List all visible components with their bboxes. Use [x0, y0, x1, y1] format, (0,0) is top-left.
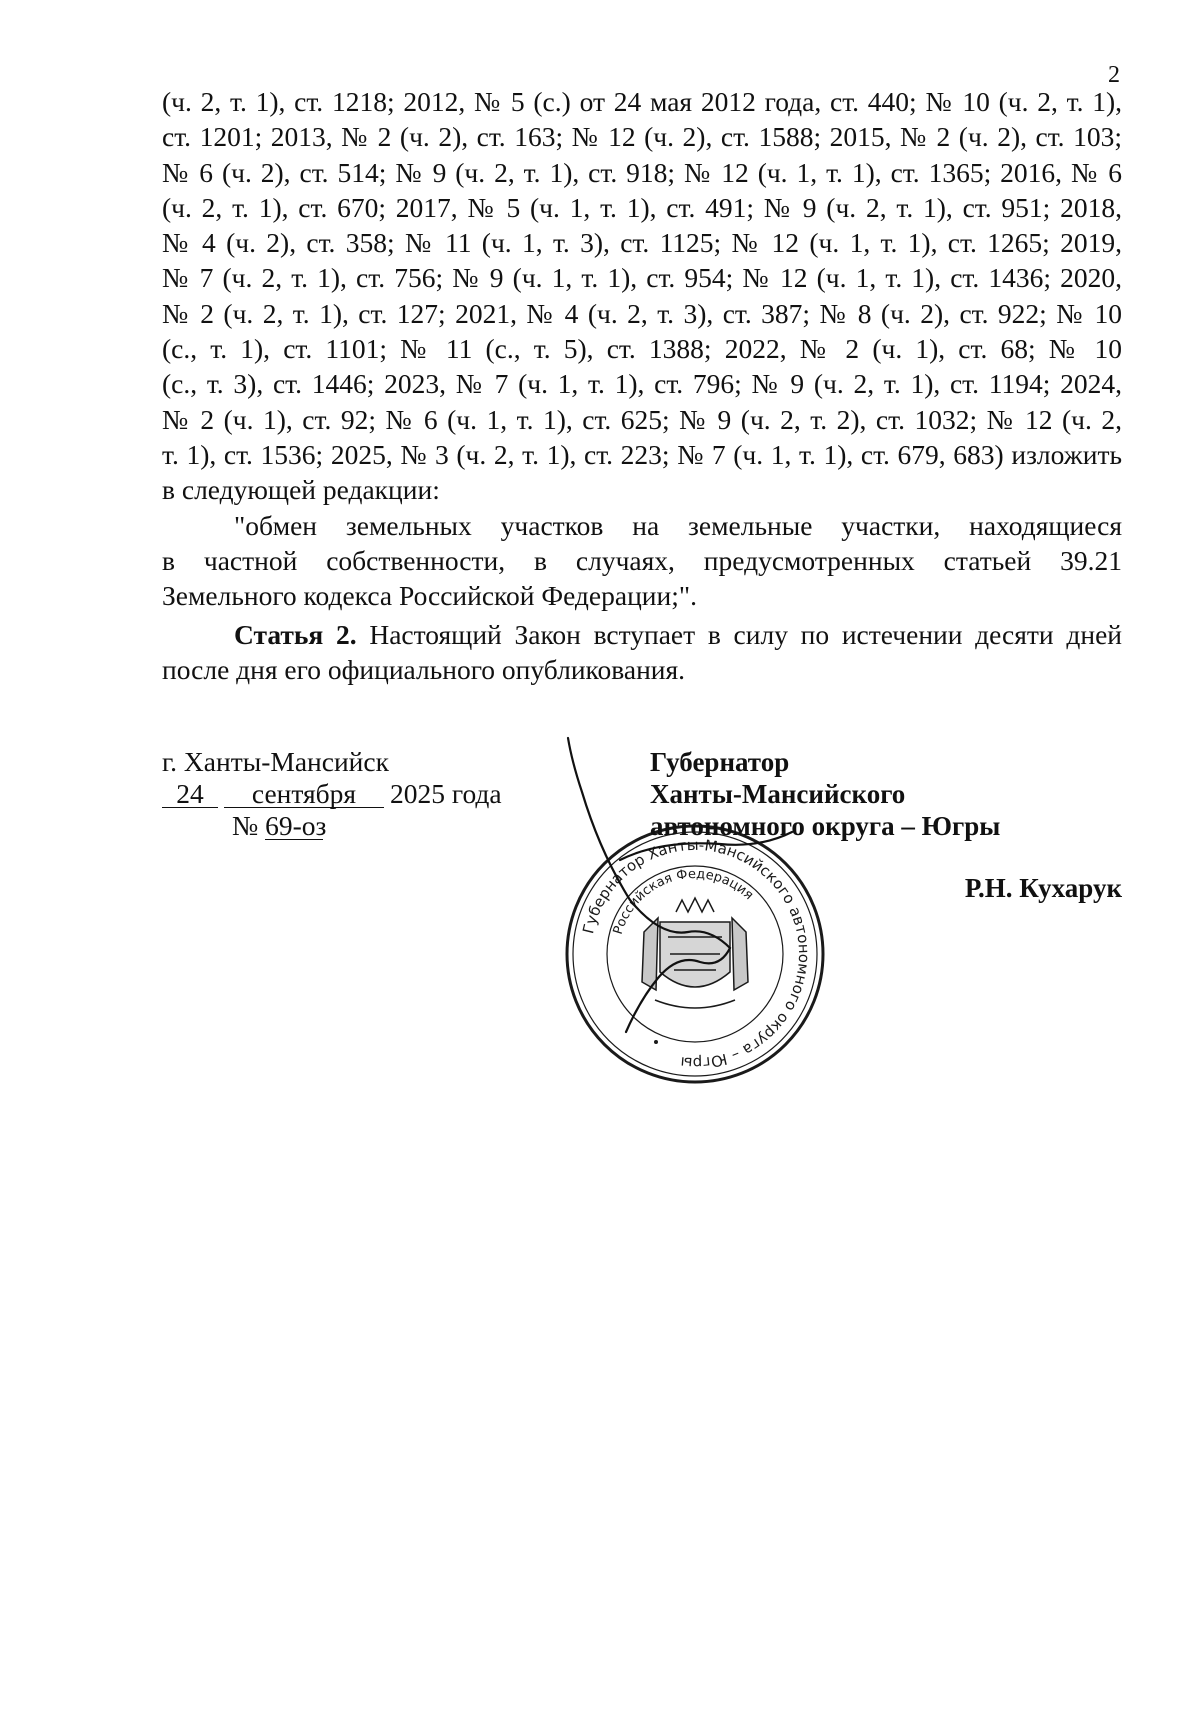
date-year: 2025 года — [390, 778, 502, 809]
date-month: сентября — [224, 781, 384, 808]
quoted-text-line: в частной собственности, в случаях, предусмотренных статьей 39.21 — [162, 544, 1122, 576]
text-line: в следующей редакции: — [162, 474, 440, 506]
date-day: 24 — [162, 781, 218, 808]
seal-outer-text: Губернатор Ханты-Мансийского автономного округа – Югры — [579, 835, 814, 1073]
place-and-date-block — [162, 746, 522, 842]
seal-inner-text: Российская Федерация — [610, 866, 757, 937]
text-line: (с., т. 1), ст. 1101; № 11 (с., т. 5), ст. 1388; 2022, № 2 (ч. 1), ст. 68; № 10 — [162, 333, 1122, 365]
text-line: (с., т. 3), ст. 1446; 2023, № 7 (ч. 1, т. 1), ст. 796; № 9 (ч. 2, т. 1), ст. 1194; 2024, — [162, 368, 1122, 400]
text-line: ст. 1201; 2013, № 2 (ч. 2), ст. 163; № 12 (ч. 2), ст. 1588; 2015, № 2 (ч. 2), ст. 103; — [162, 121, 1122, 153]
article-text: Настоящий Закон вступает в силу по истечении десяти дней — [356, 619, 1122, 650]
text-line: № 4 (ч. 2), ст. 358; № 11 (ч. 1, т. 3), ст. 1125; № 12 (ч. 1, т. 1), ст. 1265; 2019, — [162, 227, 1122, 259]
text-line: № 7 (ч. 2, т. 1), ст. 756; № 9 (ч. 1, т. 1), ст. 954; № 12 (ч. 1, т. 1), ст. 1436; 2020, — [162, 262, 1122, 294]
governor-name: Р.Н. Кухарук — [964, 873, 1122, 903]
law-text-paragraph — [162, 84, 1122, 613]
signing-date — [162, 778, 522, 810]
page-number: 2 — [1108, 62, 1120, 88]
article-line: после дня его официального опубликования. — [162, 654, 686, 686]
article-line — [162, 617, 1122, 652]
text-line: № 2 (ч. 2, т. 1), ст. 127; 2021, № 4 (ч. 2, т. 3), ст. 387; № 8 (ч. 2), ст. 922; № 10 — [162, 297, 1122, 329]
text-line: № 6 (ч. 2), ст. 514; № 9 (ч. 2, т. 1), ст. 918; № 12 (ч. 1, т. 1), ст. 1365; 2016, № 6 — [162, 156, 1122, 188]
quoted-text-line: Земельного кодекса Российской Федерации;". — [162, 580, 697, 612]
text-line: (ч. 2, т. 1), ст. 670; 2017, № 5 (ч. 1, т. 1), ст. 491; № 9 (ч. 2, т. 1), ст. 951; 2018, — [162, 191, 1122, 223]
article-label: Статья 2. — [234, 619, 357, 650]
number-sign: № — [232, 810, 259, 841]
governor-title-line: Ханты-Мансийского — [650, 779, 906, 809]
quoted-text-line: "обмен земельных участков на земельные участки, находящиеся — [234, 509, 1122, 541]
text-line: № 2 (ч. 1), ст. 92; № 6 (ч. 1, т. 1), ст. 625; № 9 (ч. 2, т. 2), ст. 1032; № 12 (ч. 2, — [162, 403, 1122, 435]
governor-title-line: автономного округа – Югры — [650, 811, 1001, 841]
law-number-value: 69-оз — [265, 810, 327, 841]
text-line: т. 1), ст. 1536; 2025, № 3 (ч. 2, т. 1), ст. 223; № 7 (ч. 1, т. 1), ст. 679, 683) изложить — [162, 438, 1122, 470]
governor-title-block — [650, 746, 1122, 842]
coat-of-arms-emblem — [642, 898, 748, 1008]
governor-title-line: Губернатор — [650, 747, 790, 777]
law-number — [162, 810, 522, 842]
seal-dot — [654, 1040, 658, 1044]
article-2 — [162, 617, 1122, 688]
city-name: г. Ханты-Мансийск — [162, 746, 389, 777]
text-line: (ч. 2, т. 1), ст. 1218; 2012, № 5 (с.) от 24 мая 2012 года, ст. 440; № 10 (ч. 2, т. 1), — [162, 86, 1122, 117]
